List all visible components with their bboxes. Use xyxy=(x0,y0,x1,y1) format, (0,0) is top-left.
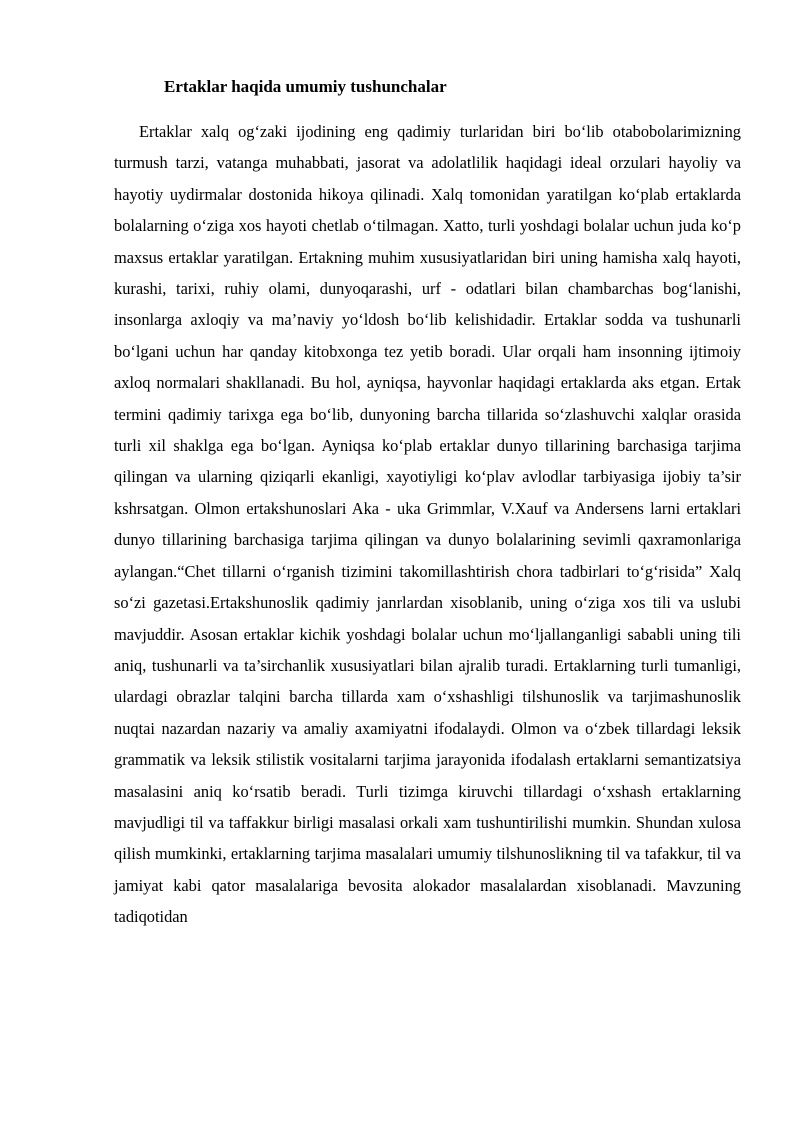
document-heading: Ertaklar haqida umumiy tushunchalar xyxy=(164,77,447,96)
body-paragraph: Ertaklar xalq og‘zaki ijodining eng qadimiy turlaridan biri bo‘lib otabobolarimizning turmush tarzi, vatanga muhabbati, jasorat va adolatlilik haqidagi ideal orzulari hayoliy va hayotiy uydirmalar dostonida hikoya qilinadi. Xalq tomonidan yaratilgan ko‘plab ertaklarda bolalarning o‘ziga xos hayoti chetlab o‘tilmagan. Xatto, turli yoshdagi bolalar uchun juda ko‘p maxsus ertaklar yaratilgan. Ertakning muhim xususiyatlaridan biri uning hamisha xalq hayoti, kurashi, tarixi, ruhiy olami, dunyoqarashi, urf - odatlari bilan chambarchas bog‘lanishi, insonlarga axloqiy va ma’naviy yo‘ldosh bo‘lib kelishidadir. Ertaklar sodda va tushunarli bo‘lgani uchun har qanday kitobxonga tez yetib boradi. Ular orqali ham insonning ijtimoiy axloq normalari shakllanadi. Bu hol, ayniqsa, hayvonlar haqidagi ertaklarda aks etgan. Ertak termini qadimiy tarixga ega bo‘lib, dunyoning barcha tillarida so‘zlashuvchi xalqlar orasida turli xil shaklga ega bo‘lgan. Ayniqsa ko‘plab ertaklar dunyo tillarining barchasiga tarjima qilingan va ularning qiziqarli ekanligi, xayotiyligi ko‘plav avlodlar tarbiyasiga ijobiy ta’sir kshrsatgan. Olmon ertakshunoslari Aka - uka Grimmlar, V.Xauf va Andersens larni ertaklari dunyo tillarining barchasiga tarjima qilingan va dunyo bolalarining sevimli qaxramonlariga aylangan.“Chet tillarni o‘rganish tizimini takomillashtirish chora tadbirlari to‘g‘risida” Xalq so‘zi gazetasi.Ertakshunoslik qadimiy janrlardan xisoblanib, uning o‘ziga xos tili va uslubi mavjuddir. Asosan ertaklar kichik yoshdagi bolalar uchun mo‘ljallanganligi sababli uning tili aniq, tushunarli va ta’sirchanlik xususiyatlari bilan ajralib turadi. Ertaklarning turli tumanligi, ulardagi obrazlar talqini barcha tillarda xam o‘xshashligi tilshunoslik va tarjimashunoslik nuqtai nazardan nazariy va amaliy axamiyatni ifodalaydi. Olmon va o‘zbek tillardagi leksik grammatik va leksik stilistik vositalarni tarjima jarayonida ifodalash ertaklarni semantizatsiya masalasini aniq ko‘rsatib beradi. Turli tizimga kiruvchi tillardagi o‘xshash ertaklarning mavjudligi til va taffakkur birligi masalasi orkali xam tushuntirilishi mumkin. Shundan xulosa qilish mumkinki, ertaklarning tarjima masalalari umumiy tilshunoslikning til va tafakkur, til va jamiyat kabi qator masalalariga bevosita alokador masalalardan xisoblanadi. Mavzuning tadiqotidan xyxy=(114,122,741,927)
